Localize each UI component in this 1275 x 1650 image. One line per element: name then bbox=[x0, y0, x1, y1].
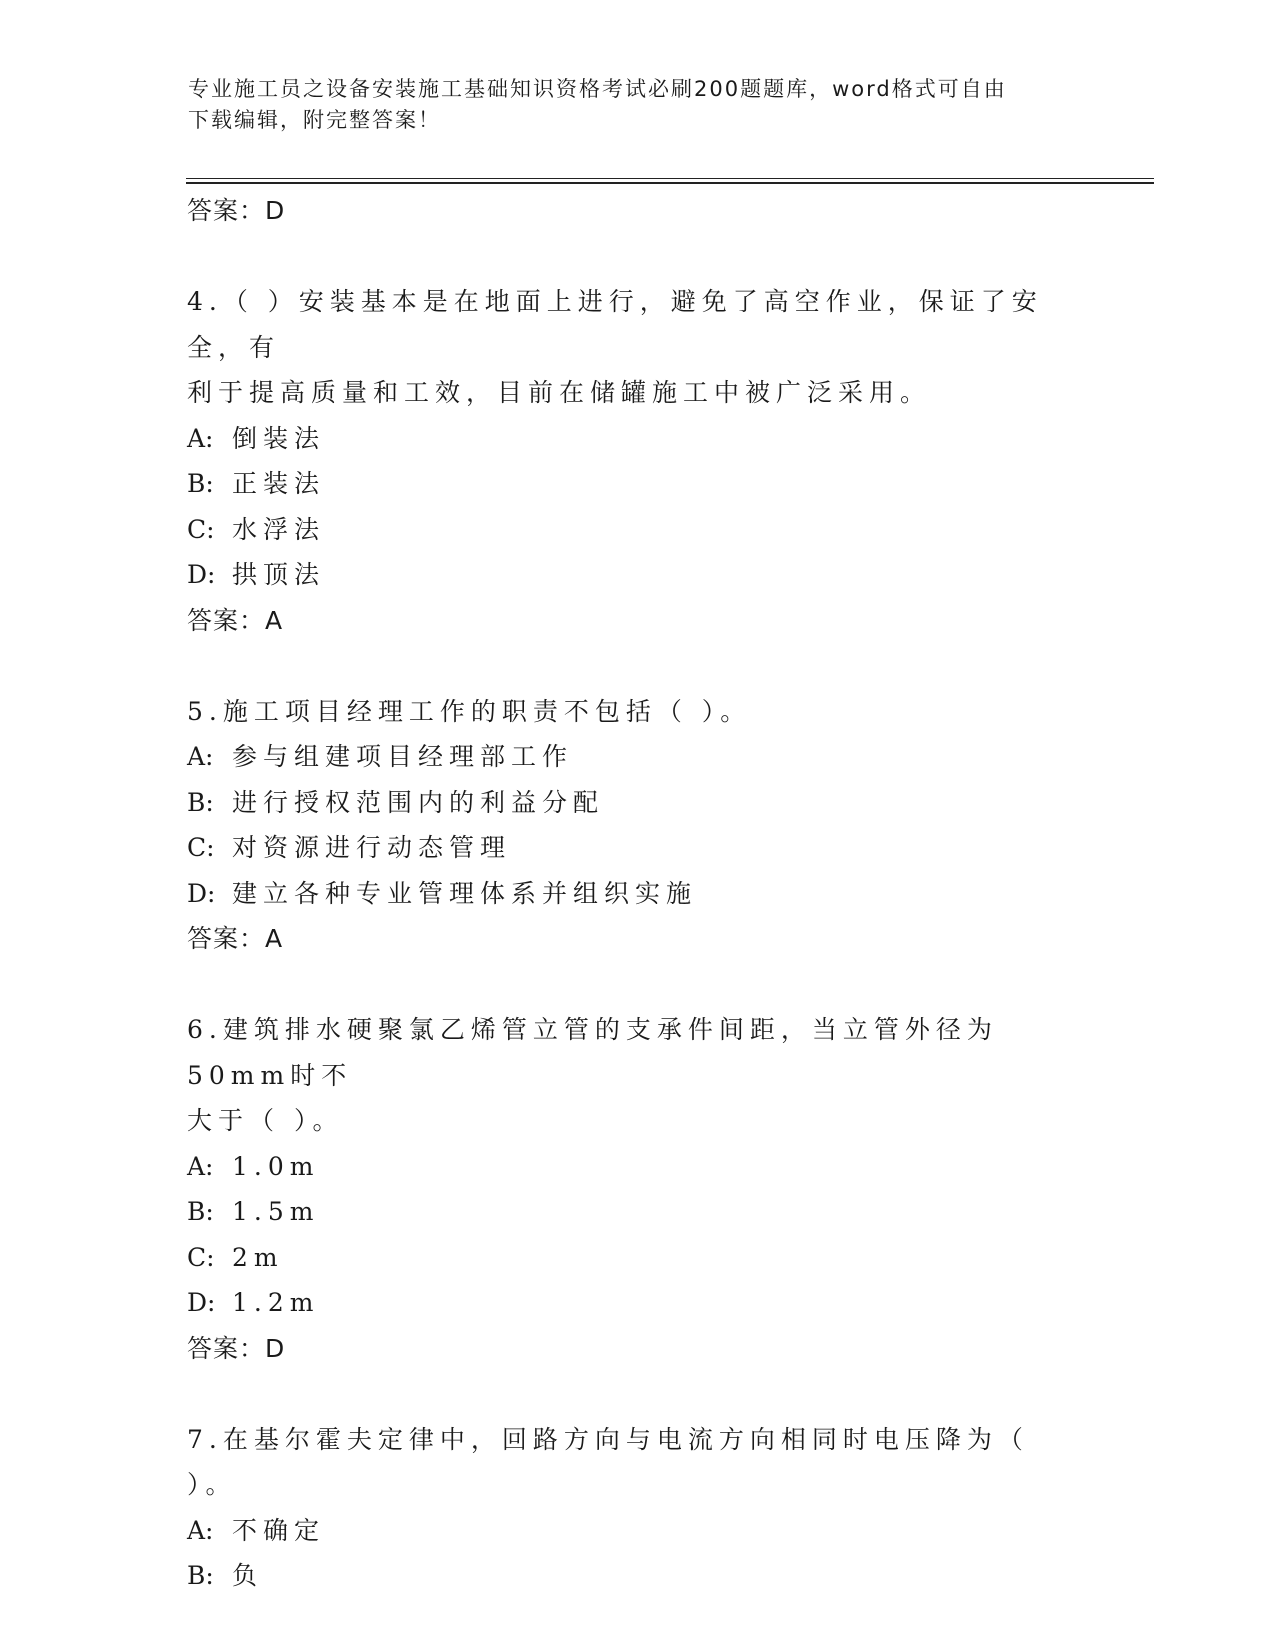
header-title-line1: 专业施工员之设备安装施工基础知识资格考试必刷200题题库，word格式可自由 bbox=[188, 77, 1007, 101]
option-text: 正装法 bbox=[232, 469, 326, 498]
option-label: D: bbox=[187, 878, 216, 908]
option-b bbox=[187, 461, 1087, 507]
question-text-line1: 施工项目经理工作的职责不包括（ ）。 bbox=[222, 696, 752, 726]
option-text: 拱顶法 bbox=[232, 560, 326, 589]
document-body bbox=[187, 188, 1087, 1599]
question-number: 7. bbox=[187, 1424, 223, 1454]
option-label: D: bbox=[187, 1288, 216, 1317]
question-text-line1: 建筑排水硬聚氯乙烯管立管的支承件间距，当立管外径为50mm时不 bbox=[187, 1015, 998, 1090]
option-d bbox=[187, 1280, 1087, 1326]
header-title-line2: 下载编辑，附完整答案！ bbox=[188, 108, 441, 132]
option-text: 2m bbox=[232, 1242, 284, 1272]
question-text-line2: 大于（ ）。 bbox=[187, 1106, 344, 1135]
option-text: 1.2m bbox=[232, 1288, 320, 1317]
option-label: B: bbox=[187, 1197, 214, 1226]
question-number: 5. bbox=[187, 696, 223, 726]
option-label: A: bbox=[187, 1151, 214, 1181]
option-c bbox=[187, 1235, 1087, 1281]
question-5 bbox=[187, 689, 1087, 962]
question-text bbox=[187, 1007, 1087, 1144]
option-a bbox=[187, 1144, 1087, 1190]
option-b bbox=[187, 1553, 1087, 1599]
option-a bbox=[187, 734, 1087, 780]
option-label: A: bbox=[187, 742, 214, 771]
option-label: C: bbox=[187, 514, 215, 544]
option-text: 倒装法 bbox=[232, 423, 326, 453]
option-label: B: bbox=[187, 469, 214, 498]
header-divider-thick bbox=[186, 182, 1154, 184]
option-label: A: bbox=[187, 423, 214, 453]
option-text: 负 bbox=[232, 1561, 264, 1590]
question-text bbox=[187, 279, 1087, 416]
header-divider-thin bbox=[186, 178, 1154, 179]
option-b bbox=[187, 1189, 1087, 1235]
option-text: 进行授权范围内的利益分配 bbox=[232, 787, 605, 817]
option-d bbox=[187, 552, 1087, 598]
question-text-line1: （ ）安装基本是在地面上进行，避免了高空作业，保证了安全，有 bbox=[187, 287, 1043, 362]
answer-line: 答案：D bbox=[187, 1333, 286, 1363]
question-4 bbox=[187, 279, 1087, 643]
question-text-line2: 利于提高质量和工效，目前在储罐施工中被广泛采用。 bbox=[187, 378, 932, 407]
option-text: 参与组建项目经理部工作 bbox=[232, 742, 574, 771]
option-label: B: bbox=[187, 787, 214, 817]
option-text: 水浮法 bbox=[232, 514, 326, 544]
option-text: 1.5m bbox=[232, 1197, 320, 1226]
option-label: C: bbox=[187, 833, 215, 862]
option-c bbox=[187, 507, 1087, 553]
question-text bbox=[187, 1417, 1087, 1508]
document-header bbox=[188, 74, 1088, 136]
question-number: 6. bbox=[187, 1015, 223, 1044]
question-6 bbox=[187, 1007, 1087, 1371]
option-b bbox=[187, 780, 1087, 826]
question-7 bbox=[187, 1417, 1087, 1599]
option-text: 不确定 bbox=[232, 1515, 326, 1545]
option-a bbox=[187, 1508, 1087, 1554]
option-text: 建立各种专业管理体系并组织实施 bbox=[232, 878, 698, 908]
option-label: D: bbox=[187, 560, 216, 589]
answer-line: 答案：A bbox=[187, 605, 284, 635]
answer-line: 答案：A bbox=[187, 924, 284, 953]
option-a bbox=[187, 416, 1087, 462]
option-label: B: bbox=[187, 1561, 214, 1590]
answer-line: 答案：D bbox=[187, 196, 286, 225]
option-label: A: bbox=[187, 1515, 214, 1545]
option-label: C: bbox=[187, 1242, 215, 1272]
question-text-line1: 在基尔霍夫定律中，回路方向与电流方向相同时电压降为（ ）。 bbox=[187, 1424, 1029, 1499]
option-d bbox=[187, 871, 1087, 917]
question-text bbox=[187, 689, 1087, 735]
option-text: 1.0m bbox=[232, 1151, 320, 1181]
option-text: 对资源进行动态管理 bbox=[232, 833, 512, 862]
option-c bbox=[187, 825, 1087, 871]
question-number: 4. bbox=[187, 287, 223, 316]
